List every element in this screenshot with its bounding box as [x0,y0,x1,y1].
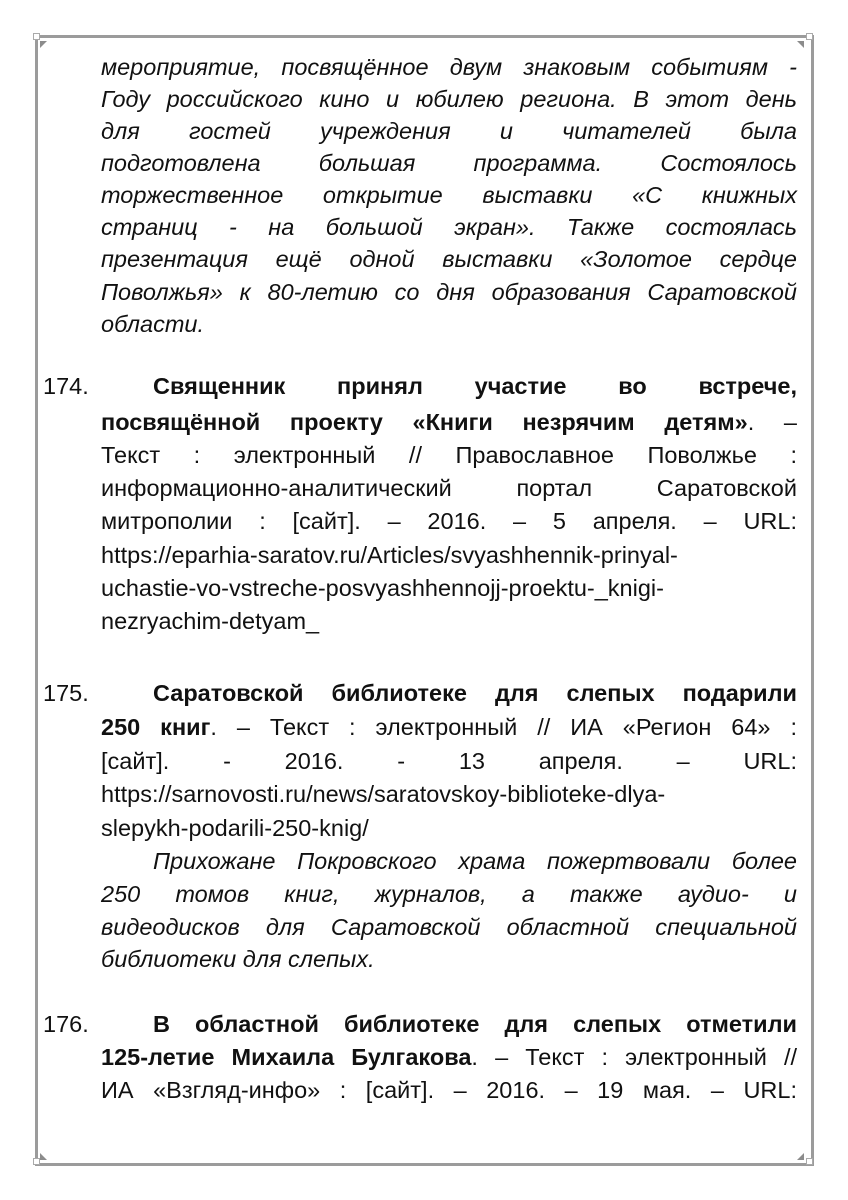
entry-url[interactable]: uchastie-vo-vstreche-posvyashhennojj-proektu-_knigi- [101,575,664,601]
text-line: презентация ещё одной выставки «Золотое сердце [101,246,797,272]
text-line: информационно-аналитический портал Саратовской [101,475,797,501]
corner-mark [33,33,40,40]
text-segment: . – [747,409,797,435]
entry-url[interactable]: https://sarnovosti.ru/news/saratovskoy-biblioteke-dlya- [101,781,666,807]
entry-number: 175. [43,680,89,706]
text-line: страниц - на большой экран». Также состоялась [101,214,797,240]
corner-triangle-icon [40,41,47,48]
corner-triangle-icon [797,1153,804,1160]
text-line [101,406,797,438]
entry-title: Саратовской библиотеке для слепых подарили [153,680,797,706]
text-line: [сайт]. - 2016. - 13 апреля. – URL: [101,748,797,774]
text-line: Году российского кино и юбилею региона. В этот день [101,86,797,112]
entry-number: 174. [43,373,89,399]
corner-mark [33,1158,40,1165]
text-line: Поволжья» к 80-летию со дня образования Саратовской [101,279,797,305]
text-line: подготовлена большая программа. Состоялось [101,150,797,176]
entry-title: 250 книг [101,714,211,740]
entry-url[interactable]: https://eparhia-saratov.ru/Articles/svyashhennik-prinyal- [101,542,678,568]
text-line [101,1041,797,1073]
text-line: мероприятие, посвящённое двум знаковым событиям - [101,54,797,80]
entry-title: В областной библиотеке для слепых отметили [153,1011,797,1037]
corner-mark [806,33,813,40]
annotation-line: библиотеки для слепых. [101,946,375,972]
text-line: митрополии : [сайт]. – 2016. – 5 апреля. – URL: [101,508,797,534]
entry-title: посвящённой проекту «Книги незрячим детям» [101,409,748,435]
text-line: области. [101,311,205,337]
text-line: Текст : электронный // Православное Поволжье : [101,442,797,468]
entry-number: 176. [43,1011,89,1037]
text-segment: . – Текст : электронный // ИА «Регион 64» : [210,714,797,740]
text-line: для гостей учреждения и читателей была [101,118,797,144]
entry-title: Священник принял участие во встрече, [153,373,797,399]
corner-triangle-icon [797,41,804,48]
corner-triangle-icon [40,1153,47,1160]
entry-url[interactable]: nezryachim-detyam_ [101,608,320,634]
text-line [101,711,797,743]
text-line: торжественное открытие выставки «С книжных [101,182,797,208]
entry-url[interactable]: slepykh-podarili-250-knig/ [101,815,369,841]
corner-mark [806,1158,813,1165]
text-segment: . – Текст : электронный // [471,1044,798,1070]
text-line: ИА «Взгляд-инфо» : [сайт]. – 2016. – 19 мая. – URL: [101,1077,797,1103]
annotation-line: Прихожане Покровского храма пожертвовали более [153,848,797,874]
annotation-line: 250 томов книг, журналов, а также аудио- и [101,881,797,907]
entry-title: 125-летие Михаила Булгакова [101,1044,472,1070]
annotation-line: видеодисков для Саратовской областной специальной [101,914,797,940]
